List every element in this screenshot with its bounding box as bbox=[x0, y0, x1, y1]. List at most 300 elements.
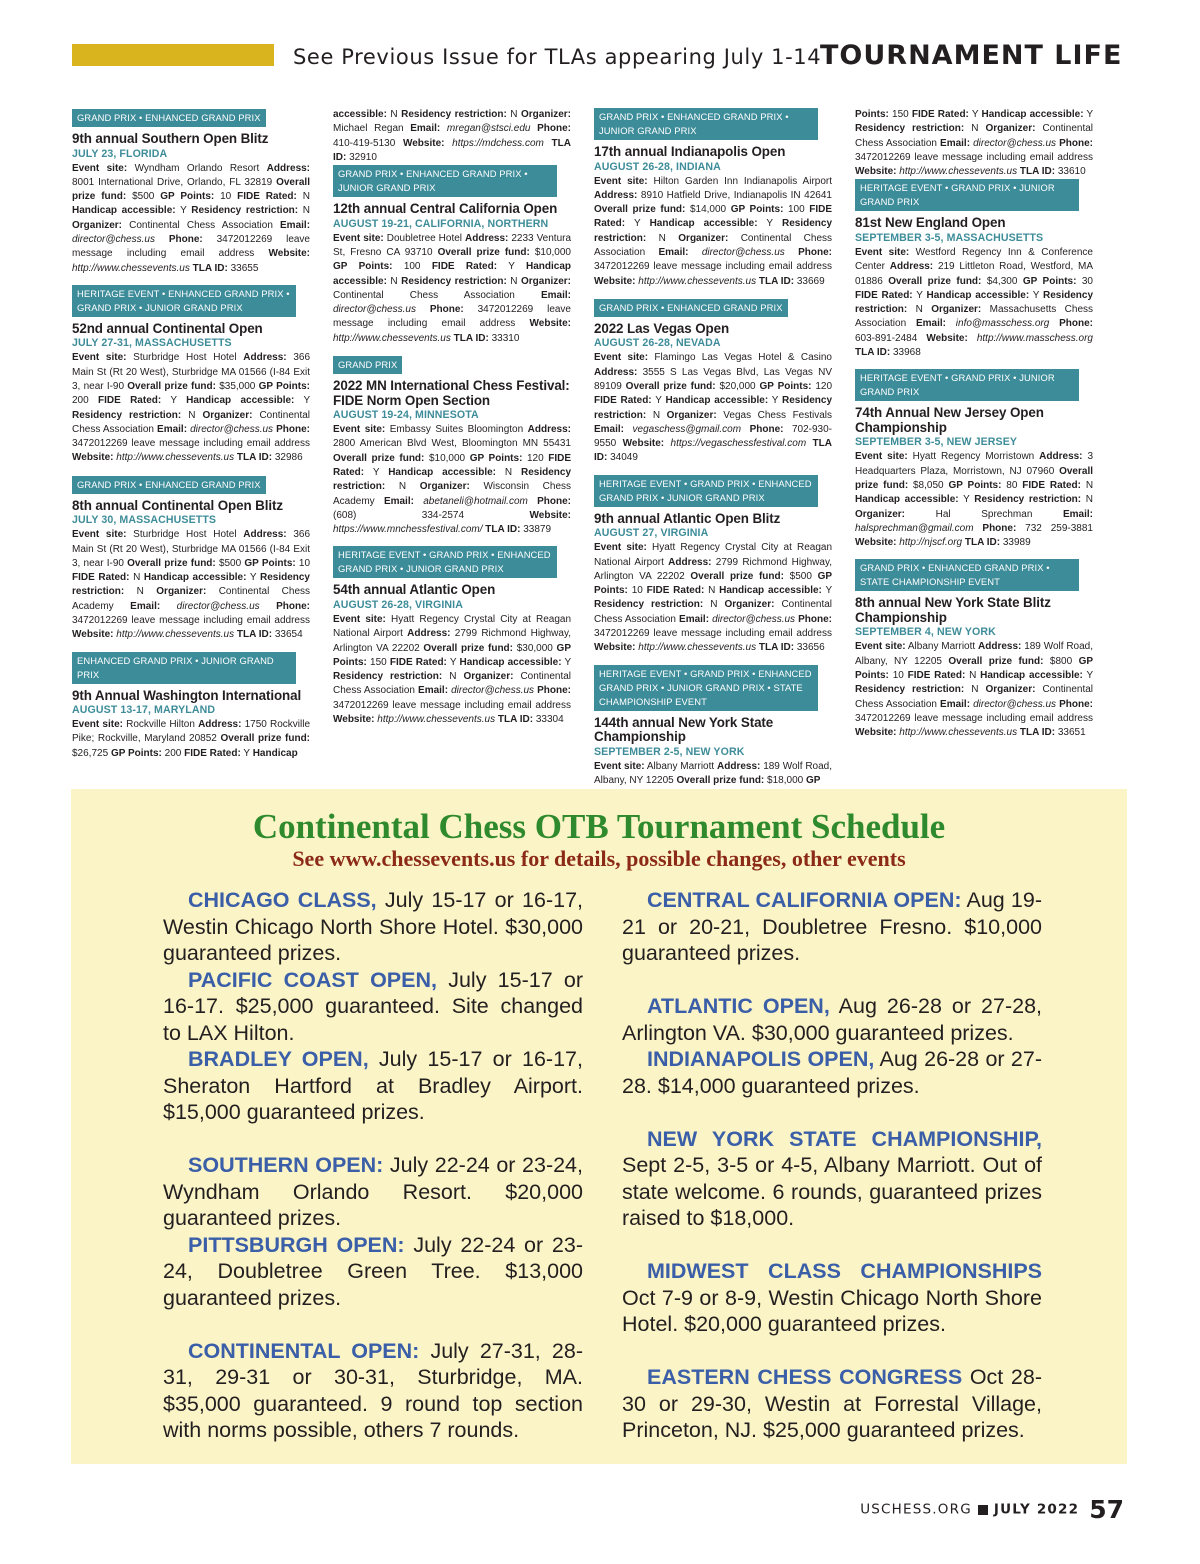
detail-value: 3472012269 leave message including email address bbox=[333, 699, 571, 711]
detail-value: 100 bbox=[788, 204, 805, 216]
schedule-event bbox=[622, 1258, 1042, 1338]
detail-key: GP Points: bbox=[1022, 275, 1077, 287]
detail-value: director@chess.us bbox=[973, 698, 1057, 710]
detail-value: N bbox=[302, 205, 311, 217]
detail-value: http://www.chessevents.us bbox=[899, 727, 1018, 739]
detail-key: TLA ID: bbox=[1019, 727, 1056, 739]
detail-key: Organizer: bbox=[156, 586, 207, 598]
detail-key: Residency restriction: bbox=[401, 275, 507, 287]
tournament-details bbox=[594, 760, 832, 789]
detail-key: Organizer: bbox=[72, 219, 123, 231]
detail-key: Website: bbox=[72, 629, 114, 641]
tournament-date: JULY 27-31, MASSACHUSETTS bbox=[72, 337, 232, 350]
tournament-title: 9th annual Atlantic Open Blitz bbox=[594, 510, 781, 526]
detail-key: Address: bbox=[594, 189, 638, 201]
schedule-event bbox=[163, 967, 583, 1047]
detail-key: Organizer: bbox=[419, 481, 470, 493]
detail-value: N bbox=[1085, 479, 1094, 491]
schedule-event-text: July 22-24 or 23-24, Wyndham Orlando Resort. $20,000 guaranteed prizes. bbox=[163, 1153, 583, 1230]
detail-value: 366 Main St (Rt 20 West), Sturbridge MA 01566 (I-84 Exit 3, near I-90 bbox=[72, 352, 311, 392]
schedule-event-text: July 22-24 or 23-24, Doubletree Green Tree. $13,000 guaranteed prizes. bbox=[163, 1232, 583, 1310]
tournament-listing bbox=[855, 559, 1093, 740]
tournament-title: 54th annual Atlantic Open bbox=[333, 582, 496, 598]
detail-key: TLA ID: bbox=[594, 438, 832, 464]
detail-value: vegaschess@gmail.com bbox=[632, 423, 742, 435]
detail-value: $800 bbox=[1049, 655, 1073, 667]
detail-value: $30,000 bbox=[516, 642, 553, 654]
detail-key: Residency restriction: bbox=[191, 205, 299, 217]
detail-key: Handicap accessible: bbox=[980, 670, 1083, 682]
schedule-box bbox=[71, 789, 1127, 1464]
detail-key: Organizer: bbox=[202, 409, 253, 421]
detail-key: GP Points: bbox=[855, 655, 1094, 682]
detail-value: 34049 bbox=[610, 452, 638, 464]
detail-key: Email: bbox=[658, 246, 689, 258]
detail-value: Y bbox=[372, 466, 380, 478]
detail-key: FIDE Rated: bbox=[855, 289, 913, 301]
detail-key: Email: bbox=[383, 495, 414, 507]
detail-key: Email: bbox=[940, 698, 971, 710]
detail-value: $10,000 bbox=[534, 246, 571, 258]
detail-value: Doubletree Hotel bbox=[386, 232, 463, 244]
detail-key: GP Points: bbox=[469, 452, 523, 464]
detail-value: Embassy Suites Bloomington bbox=[389, 424, 524, 436]
schedule-event bbox=[622, 1364, 1042, 1444]
detail-key: GP Points: bbox=[730, 204, 784, 216]
detail-key: Points: bbox=[855, 109, 889, 120]
detail-key: Phone: bbox=[749, 423, 784, 435]
event-category-tag: HERITAGE EVENT • GRAND PRIX • ENHANCED GRAND PRIX • JUNIOR GRAND PRIX bbox=[333, 546, 557, 578]
detail-value: director@chess.us bbox=[701, 246, 785, 258]
continued-listing-text bbox=[333, 108, 571, 165]
detail-value: 3472012269 leave message including email address bbox=[855, 151, 1093, 163]
detail-key: Residency restriction: bbox=[855, 289, 1094, 316]
tournament-date: SEPTEMBER 3-5, MASSACHUSETTS bbox=[855, 231, 1044, 244]
detail-key: FIDE Rated: bbox=[431, 261, 498, 273]
tournament-listing bbox=[333, 165, 571, 346]
detail-key: Handicap accessible: bbox=[72, 205, 176, 217]
detail-value: Y bbox=[1086, 670, 1093, 682]
detail-key: Email: bbox=[157, 423, 188, 435]
detail-key: FIDE Rated: bbox=[911, 109, 969, 120]
event-category-tag: HERITAGE EVENT • GRAND PRIX • ENHANCED GRAND PRIX • JUNIOR GRAND PRIX • STATE CHAMPIONSHIP EVENT bbox=[594, 665, 818, 711]
detail-key: Email: bbox=[1062, 508, 1093, 520]
detail-value: $35,000 bbox=[219, 380, 256, 392]
tournament-date: AUGUST 19-21, CALIFORNIA, NORTHERN bbox=[333, 217, 549, 230]
detail-value: Sturbridge Host Hotel bbox=[133, 352, 237, 364]
detail-key: Website: bbox=[529, 318, 572, 330]
detail-key: Email: bbox=[418, 685, 449, 697]
detail-key: Overall prize fund: bbox=[437, 246, 530, 258]
detail-value: Y bbox=[564, 656, 572, 668]
event-category-tag: ENHANCED GRAND PRIX • JUNIOR GRAND PRIX bbox=[72, 652, 296, 684]
listing-column-1 bbox=[72, 108, 310, 770]
schedule-event-text: July 15-17 or 16-17, Sheraton Hartford at Bradley Airport. $15,000 guaranteed prizes. bbox=[163, 1047, 583, 1124]
event-category-tag: HERITAGE EVENT • GRAND PRIX • JUNIOR GRAND PRIX bbox=[855, 179, 1079, 211]
tournament-title: 12th annual Central California Open bbox=[333, 201, 558, 217]
detail-key: GP Points: bbox=[759, 380, 812, 392]
listing-column-4 bbox=[855, 108, 1093, 750]
detail-value: Continental Chess Association bbox=[333, 289, 515, 301]
detail-key: Overall prize fund: bbox=[676, 774, 765, 786]
detail-value: 702-930-9550 bbox=[594, 423, 833, 450]
detail-key: Event site: bbox=[333, 613, 386, 625]
detail-key: Website: bbox=[594, 642, 636, 654]
detail-key: Phone: bbox=[1059, 698, 1093, 710]
detail-value: Continental Chess Association bbox=[594, 599, 833, 625]
detail-key: Event site: bbox=[72, 719, 123, 731]
detail-key: Organizer: bbox=[678, 232, 729, 244]
detail-value: 3 Headquarters Plaza, Morristown, NJ 07960 bbox=[855, 451, 1094, 477]
detail-value: 33654 bbox=[274, 629, 303, 641]
detail-key: Phone: bbox=[798, 613, 832, 625]
detail-value: director@chess.us bbox=[712, 613, 796, 625]
detail-key: TLA ID: bbox=[855, 347, 891, 359]
detail-value: N bbox=[510, 275, 518, 287]
detail-key: Address: bbox=[243, 529, 287, 541]
tournament-details bbox=[333, 613, 571, 727]
detail-key: accessible: bbox=[333, 109, 387, 120]
tournament-title: 9th Annual Washington International bbox=[72, 687, 302, 703]
detail-key: Residency restriction: bbox=[594, 395, 833, 421]
detail-value: 120 bbox=[527, 452, 544, 464]
detail-key: FIDE Rated: bbox=[389, 656, 447, 668]
detail-key: Website: bbox=[72, 452, 114, 464]
detail-value: 10 bbox=[892, 670, 904, 682]
detail-key: Phone: bbox=[537, 685, 571, 697]
detail-key: Residency restriction: bbox=[72, 409, 182, 421]
schedule-event bbox=[622, 993, 1042, 1046]
detail-key: FIDE Rated: bbox=[646, 585, 705, 597]
event-category-tag: GRAND PRIX • ENHANCED GRAND PRIX • JUNIOR GRAND PRIX bbox=[594, 108, 818, 140]
detail-key: Organizer: bbox=[931, 304, 982, 316]
schedule-event-text: July 15-17 or 16-17. $25,000 guaranteed. Site changed to LAX Hilton. bbox=[163, 967, 583, 1045]
event-category-tag: GRAND PRIX • ENHANCED GRAND PRIX • JUNIOR GRAND PRIX bbox=[333, 165, 557, 197]
detail-key: Email: bbox=[679, 613, 710, 625]
detail-value: $20,000 bbox=[719, 380, 756, 392]
detail-value: N bbox=[510, 109, 518, 120]
schedule-event-text: Aug 26-28 or 27-28, Arlington VA. $30,000 guaranteed prizes. bbox=[622, 994, 1043, 1045]
detail-value: 3472012269 leave message including email address bbox=[72, 615, 310, 627]
event-category-tag: HERITAGE EVENT • GRAND PRIX • JUNIOR GRAND PRIX bbox=[855, 369, 1079, 401]
detail-value: 32986 bbox=[274, 452, 303, 464]
header-accent-bar bbox=[72, 44, 274, 66]
detail-key: GP Points: bbox=[333, 642, 571, 668]
schedule-event bbox=[622, 1126, 1042, 1232]
event-category-tag: HERITAGE EVENT • ENHANCED GRAND PRIX • GRAND PRIX • JUNIOR GRAND PRIX bbox=[72, 285, 296, 317]
detail-key: Address: bbox=[889, 261, 934, 273]
detail-value: https://vegaschessfestival.com bbox=[670, 438, 807, 450]
event-category-tag: GRAND PRIX • ENHANCED GRAND PRIX • STATE CHAMPIONSHIP EVENT bbox=[855, 559, 1079, 591]
detail-key: Handicap accessible: bbox=[855, 494, 959, 506]
detail-key: Website: bbox=[622, 438, 665, 450]
tournament-title: 17th annual Indianapolis Open bbox=[594, 144, 786, 159]
schedule-event bbox=[163, 1046, 583, 1126]
detail-value: 3472012269 leave message including email address bbox=[855, 712, 1093, 724]
detail-value: http://www.masschess.org bbox=[976, 332, 1093, 344]
detail-value: Y bbox=[916, 289, 923, 301]
detail-value: 3555 S Las Vegas Blvd, Las Vegas NV 89109 bbox=[594, 366, 832, 392]
detail-value: Hilton Garden Inn Indianapolis Airport bbox=[653, 175, 833, 187]
detail-value: Albany Marriott bbox=[646, 760, 715, 772]
detail-value: $4,300 bbox=[986, 275, 1018, 287]
detail-value: 80 bbox=[1006, 479, 1018, 491]
detail-value: 3472012269 leave message including email address bbox=[72, 233, 310, 260]
detail-key: Event site: bbox=[594, 352, 649, 364]
detail-key: Overall prize fund: bbox=[127, 380, 216, 392]
detail-key: Handicap accessible: bbox=[143, 572, 247, 584]
detail-key: Event site: bbox=[72, 162, 128, 174]
tournament-title: 144th annual New York State Championship bbox=[594, 714, 774, 745]
header-note: See Previous Issue for TLAs appearing July 1-14 bbox=[293, 45, 822, 69]
detail-value: Continental Chess Academy bbox=[72, 586, 311, 612]
detail-value: director@chess.us bbox=[190, 423, 274, 435]
detail-value: Rockville Hilton bbox=[126, 719, 195, 731]
detail-value: 3472012269 leave message including email address bbox=[333, 304, 571, 330]
tournament-title: 52nd annual Continental Open bbox=[72, 320, 263, 336]
detail-value: 410-419-5130 bbox=[333, 137, 396, 149]
detail-key: Event site: bbox=[72, 352, 127, 364]
detail-key: Handicap accessible: bbox=[649, 218, 758, 230]
detail-value: Y bbox=[655, 395, 662, 407]
detail-value: 33651 bbox=[1057, 727, 1086, 739]
detail-value: 1750 Rockville Pike; Rockville, Maryland 20852 bbox=[72, 719, 311, 745]
schedule-event-name: MIDWEST CLASS CHAMPIONSHIPS bbox=[647, 1259, 1042, 1283]
tournament-title: 2022 Las Vegas Open bbox=[594, 320, 730, 336]
detail-value: 33968 bbox=[892, 347, 921, 359]
tournament-listing bbox=[72, 285, 310, 466]
detail-key: Overall prize fund: bbox=[127, 557, 216, 569]
schedule-event-name: CONTINENTAL OPEN: bbox=[188, 1338, 420, 1363]
detail-key: TLA ID: bbox=[497, 714, 534, 726]
schedule-event-name: SOUTHERN OPEN: bbox=[188, 1153, 384, 1177]
detail-key: Address: bbox=[198, 719, 242, 731]
detail-value: Wisconsin Chess Academy bbox=[333, 481, 572, 507]
schedule-event bbox=[622, 1046, 1042, 1099]
detail-value: Continental Chess Association bbox=[594, 232, 833, 258]
detail-value: Wyndham Orlando Resort bbox=[134, 162, 260, 174]
schedule-column-right bbox=[622, 887, 1042, 1444]
schedule-event bbox=[163, 1152, 583, 1232]
detail-value: https://www.mnchessfestival.com/ bbox=[333, 524, 483, 536]
tournament-listing bbox=[594, 298, 832, 466]
detail-key: Organizer: bbox=[521, 109, 572, 120]
tournament-details bbox=[855, 246, 1093, 360]
detail-key: Email: bbox=[594, 423, 625, 435]
detail-key: Phone: bbox=[798, 246, 832, 258]
detail-key: Email: bbox=[280, 219, 311, 231]
detail-value: Y bbox=[1086, 109, 1094, 120]
detail-value: 150 bbox=[370, 656, 387, 668]
detail-value: 2233 Ventura St, Fresno CA 93710 bbox=[333, 232, 572, 258]
detail-value: 33656 bbox=[796, 642, 825, 654]
detail-key: Handicap accessible: bbox=[981, 109, 1084, 120]
detail-key: Overall prize fund: bbox=[625, 380, 716, 392]
detail-value: N bbox=[971, 684, 979, 696]
detail-key: FIDE Rated: bbox=[98, 395, 162, 407]
continued-listing-text bbox=[855, 108, 1093, 179]
section-title: TOURNAMENT LIFE bbox=[820, 40, 1123, 71]
detail-value: Y bbox=[634, 218, 641, 230]
detail-key: Address: bbox=[243, 352, 287, 364]
detail-value: 2799 Richmond Highway, Arlington VA 22202 bbox=[594, 556, 832, 582]
detail-key: Event site: bbox=[594, 542, 647, 554]
tournament-details bbox=[333, 423, 571, 537]
tournament-details bbox=[594, 351, 832, 465]
detail-key: TLA ID: bbox=[485, 524, 521, 536]
detail-value: 150 bbox=[892, 109, 909, 120]
detail-value: $14,000 bbox=[689, 204, 727, 216]
detail-key: GP Points: bbox=[160, 191, 215, 203]
tournament-date: AUGUST 26-28, INDIANA bbox=[594, 160, 721, 173]
detail-key: Overall prize fund: bbox=[333, 452, 425, 464]
schedule-event-name: PITTSBURGH OPEN: bbox=[188, 1232, 405, 1257]
detail-value: 33989 bbox=[1002, 537, 1031, 549]
tournament-date: SEPTEMBER 2-5, NEW YORK bbox=[594, 745, 745, 758]
detail-value: 10 bbox=[298, 557, 311, 569]
detail-value: Y bbox=[508, 261, 515, 273]
detail-value: $18,000 bbox=[767, 774, 804, 786]
detail-value: 732 259-3881 bbox=[1025, 522, 1093, 534]
detail-key: Handicap accessible: bbox=[333, 261, 572, 287]
detail-key: Website: bbox=[529, 509, 572, 521]
detail-value: halsprechman@gmail.com bbox=[855, 522, 974, 534]
tournament-date: JULY 23, FLORIDA bbox=[72, 147, 168, 160]
detail-value: director@chess.us bbox=[333, 304, 416, 316]
detail-value: 189 Wolf Road, Albany, NY 12205 bbox=[594, 760, 833, 786]
detail-value: http://www.chessevents.us bbox=[116, 452, 235, 464]
detail-key: GP Points: bbox=[258, 380, 310, 392]
detail-key: Residency restriction: bbox=[974, 494, 1082, 506]
tournament-details bbox=[72, 162, 310, 276]
schedule-event-text: Aug 19-21 or 20-21, Doubletree Fresno. $10,000 guaranteed prizes. bbox=[622, 888, 1043, 965]
detail-value: N bbox=[398, 481, 407, 493]
detail-value: director@chess.us bbox=[451, 685, 535, 697]
footer-site: USCHESS.ORG bbox=[860, 1501, 972, 1518]
detail-value: N bbox=[302, 191, 310, 203]
detail-key: Residency restriction: bbox=[401, 109, 507, 120]
detail-key: FIDE Rated: bbox=[72, 572, 130, 584]
detail-key: TLA ID: bbox=[333, 137, 571, 163]
detail-key: Address: bbox=[717, 760, 761, 772]
detail-value: $500 bbox=[218, 557, 242, 569]
detail-value: 32910 bbox=[349, 151, 377, 163]
footer-issue: JULY 2022 bbox=[993, 1501, 1080, 1518]
detail-key: FIDE Rated: bbox=[1022, 479, 1081, 491]
detail-value: Y bbox=[303, 395, 311, 407]
detail-value: 219 Littleton Road, Westford, MA 01886 bbox=[855, 261, 1094, 287]
detail-key: Organizer: bbox=[666, 409, 717, 421]
detail-value: Vegas Chess Festivals bbox=[723, 409, 833, 421]
detail-value: http://www.chessevents.us bbox=[377, 714, 496, 726]
tournament-listing bbox=[72, 652, 310, 761]
schedule-event-text: Oct 7-9 or 8-9, Westin Chicago North Shore Hotel. $20,000 guaranteed prizes. bbox=[622, 1285, 1042, 1336]
tournament-title: 81st New England Open bbox=[855, 215, 1006, 231]
schedule-event-name: BRADLEY OPEN, bbox=[188, 1047, 369, 1071]
event-category-tag: HERITAGE EVENT • GRAND PRIX • ENHANCED GRAND PRIX • JUNIOR GRAND PRIX bbox=[594, 475, 818, 507]
tournament-date: SEPTEMBER 3-5, NEW JERSEY bbox=[855, 436, 1018, 449]
detail-value: 603-891-2484 bbox=[855, 332, 918, 344]
detail-key: GP bbox=[805, 774, 821, 786]
detail-key: TLA ID: bbox=[192, 262, 228, 274]
detail-value: $500 bbox=[132, 191, 155, 203]
event-category-tag: GRAND PRIX • ENHANCED GRAND PRIX bbox=[72, 109, 266, 127]
detail-key: FIDE Rated: bbox=[237, 191, 297, 203]
detail-key: TLA ID: bbox=[236, 629, 273, 641]
detail-value: Hyatt Regency Morristown bbox=[912, 451, 1035, 463]
detail-value: Continental Chess Association bbox=[855, 123, 1094, 149]
detail-key: Website: bbox=[855, 537, 897, 549]
detail-key: TLA ID: bbox=[453, 332, 489, 344]
detail-value: director@chess.us bbox=[176, 600, 260, 612]
detail-value: Y bbox=[766, 218, 773, 230]
detail-value: 8910 Hatfield Drive, Indianapolis IN 42641 bbox=[640, 189, 832, 201]
detail-key: Residency restriction: bbox=[333, 466, 572, 493]
schedule-event bbox=[163, 887, 583, 967]
detail-value: N bbox=[1085, 494, 1094, 506]
detail-value: 100 bbox=[403, 261, 421, 273]
detail-key: Organizer: bbox=[855, 508, 906, 520]
detail-key: Residency restriction: bbox=[594, 218, 833, 244]
detail-key: Email: bbox=[130, 600, 161, 612]
event-category-tag: GRAND PRIX bbox=[333, 356, 402, 374]
tournament-details bbox=[594, 175, 832, 289]
detail-value: 33669 bbox=[796, 275, 825, 287]
detail-key: Phone: bbox=[1059, 318, 1094, 330]
tournament-title: 9th annual Southern Open Blitz bbox=[72, 131, 269, 146]
detail-value: Westford Regency Inn & Conference Center bbox=[855, 246, 1093, 273]
detail-key: FIDE Rated: bbox=[594, 204, 833, 230]
listing-column-3 bbox=[594, 108, 832, 797]
detail-value: 33310 bbox=[491, 332, 520, 344]
detail-value: 3472012269 leave message including email address bbox=[594, 628, 832, 640]
detail-value: Hal Sprechman bbox=[935, 508, 1033, 520]
tournament-date: AUGUST 26-28, VIRGINIA bbox=[333, 598, 463, 611]
detail-key: TLA ID: bbox=[236, 452, 273, 464]
detail-key: TLA ID: bbox=[1019, 166, 1056, 178]
detail-value: 2800 American Blvd West, Bloomington MN 55431 bbox=[333, 438, 571, 450]
detail-key: Overall prize fund: bbox=[690, 570, 784, 582]
detail-value: abetaneli@hotmail.com bbox=[423, 495, 528, 507]
detail-key: Event site: bbox=[594, 175, 648, 187]
detail-value: 30 bbox=[1081, 275, 1093, 287]
detail-value: N bbox=[390, 109, 398, 120]
detail-value: Continental Chess Association bbox=[129, 219, 273, 231]
detail-key: Phone: bbox=[429, 304, 464, 316]
detail-key: Handicap accessible: bbox=[186, 395, 295, 407]
detail-value: N bbox=[133, 572, 141, 584]
detail-value: Hyatt Regency Crystal City at Reagan National Airport bbox=[594, 542, 832, 568]
schedule-event-name: CHICAGO CLASS, bbox=[188, 888, 377, 912]
detail-key: Event site: bbox=[594, 760, 645, 772]
detail-key: Website: bbox=[926, 332, 968, 344]
detail-value: N bbox=[971, 123, 979, 135]
detail-value: 33610 bbox=[1057, 166, 1086, 178]
detail-key: Residency restriction: bbox=[72, 572, 310, 598]
detail-value: Sturbridge Host Hotel bbox=[133, 529, 237, 541]
detail-value: 120 bbox=[815, 380, 833, 392]
detail-value: N bbox=[708, 585, 716, 597]
tournament-date: AUGUST 13-17, MARYLAND bbox=[72, 704, 216, 717]
detail-key: Address: bbox=[527, 424, 571, 436]
detail-key: Phone: bbox=[537, 495, 571, 507]
detail-value: N bbox=[188, 409, 196, 421]
detail-key: Address: bbox=[978, 641, 1022, 653]
tournament-details bbox=[72, 718, 310, 761]
tournament-date: AUGUST 26-28, NEVADA bbox=[594, 337, 721, 350]
detail-value: 10 bbox=[220, 191, 232, 203]
detail-key: Event site: bbox=[855, 451, 908, 463]
